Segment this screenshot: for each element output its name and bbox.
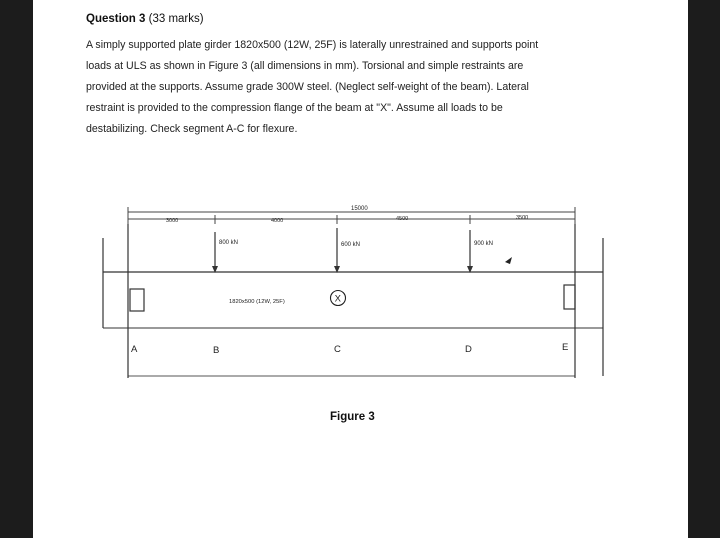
total-dim-label: 15000 [351, 206, 368, 212]
arrow-mark-icon [505, 257, 512, 264]
load-800-label: 800 kN [219, 240, 239, 246]
point-b-label: B [213, 345, 220, 356]
point-c-label: C [334, 344, 341, 355]
point-a-label: A [131, 344, 138, 355]
page [33, 0, 688, 538]
point-d-label: D [465, 344, 472, 355]
body-line-4: restraint is provided to the compression flange of the beam at "X". Assume all loads to be [86, 102, 503, 114]
body-line-1: A simply supported plate girder 1820x500 (12W, 25F) is laterally unrestrained and supports point [86, 39, 539, 51]
span-bc-label: 4000 [271, 218, 284, 224]
span-de-label: 3500 [516, 215, 529, 221]
span-ab-label: 3000 [166, 218, 179, 224]
figure-caption: Figure 3 [330, 411, 375, 423]
load-900-label: 900 kN [474, 241, 494, 247]
question-marks: (33 marks) [148, 13, 204, 25]
span-cd-label: 4500 [396, 216, 409, 222]
stiffener-left [130, 289, 144, 311]
beam-figure [33, 0, 688, 538]
body-line-2: loads at ULS as shown in Figure 3 (all dimensions in mm). Torsional and simple restraints are [86, 60, 524, 72]
stiffener-right [564, 285, 575, 309]
load-600-label: 600 kN [341, 242, 361, 248]
section-label: 1820x500 (12W, 25F) [229, 299, 285, 305]
point-e-label: E [562, 342, 569, 353]
body-line-3: provided at the supports. Assume grade 300W steel. (Neglect self-weight of the beam). Lateral [86, 81, 529, 93]
restraint-x-label: X [334, 293, 341, 305]
body-line-5: destabilizing. Check segment A-C for flexure. [86, 123, 298, 135]
question-number: Question 3 [86, 13, 146, 25]
